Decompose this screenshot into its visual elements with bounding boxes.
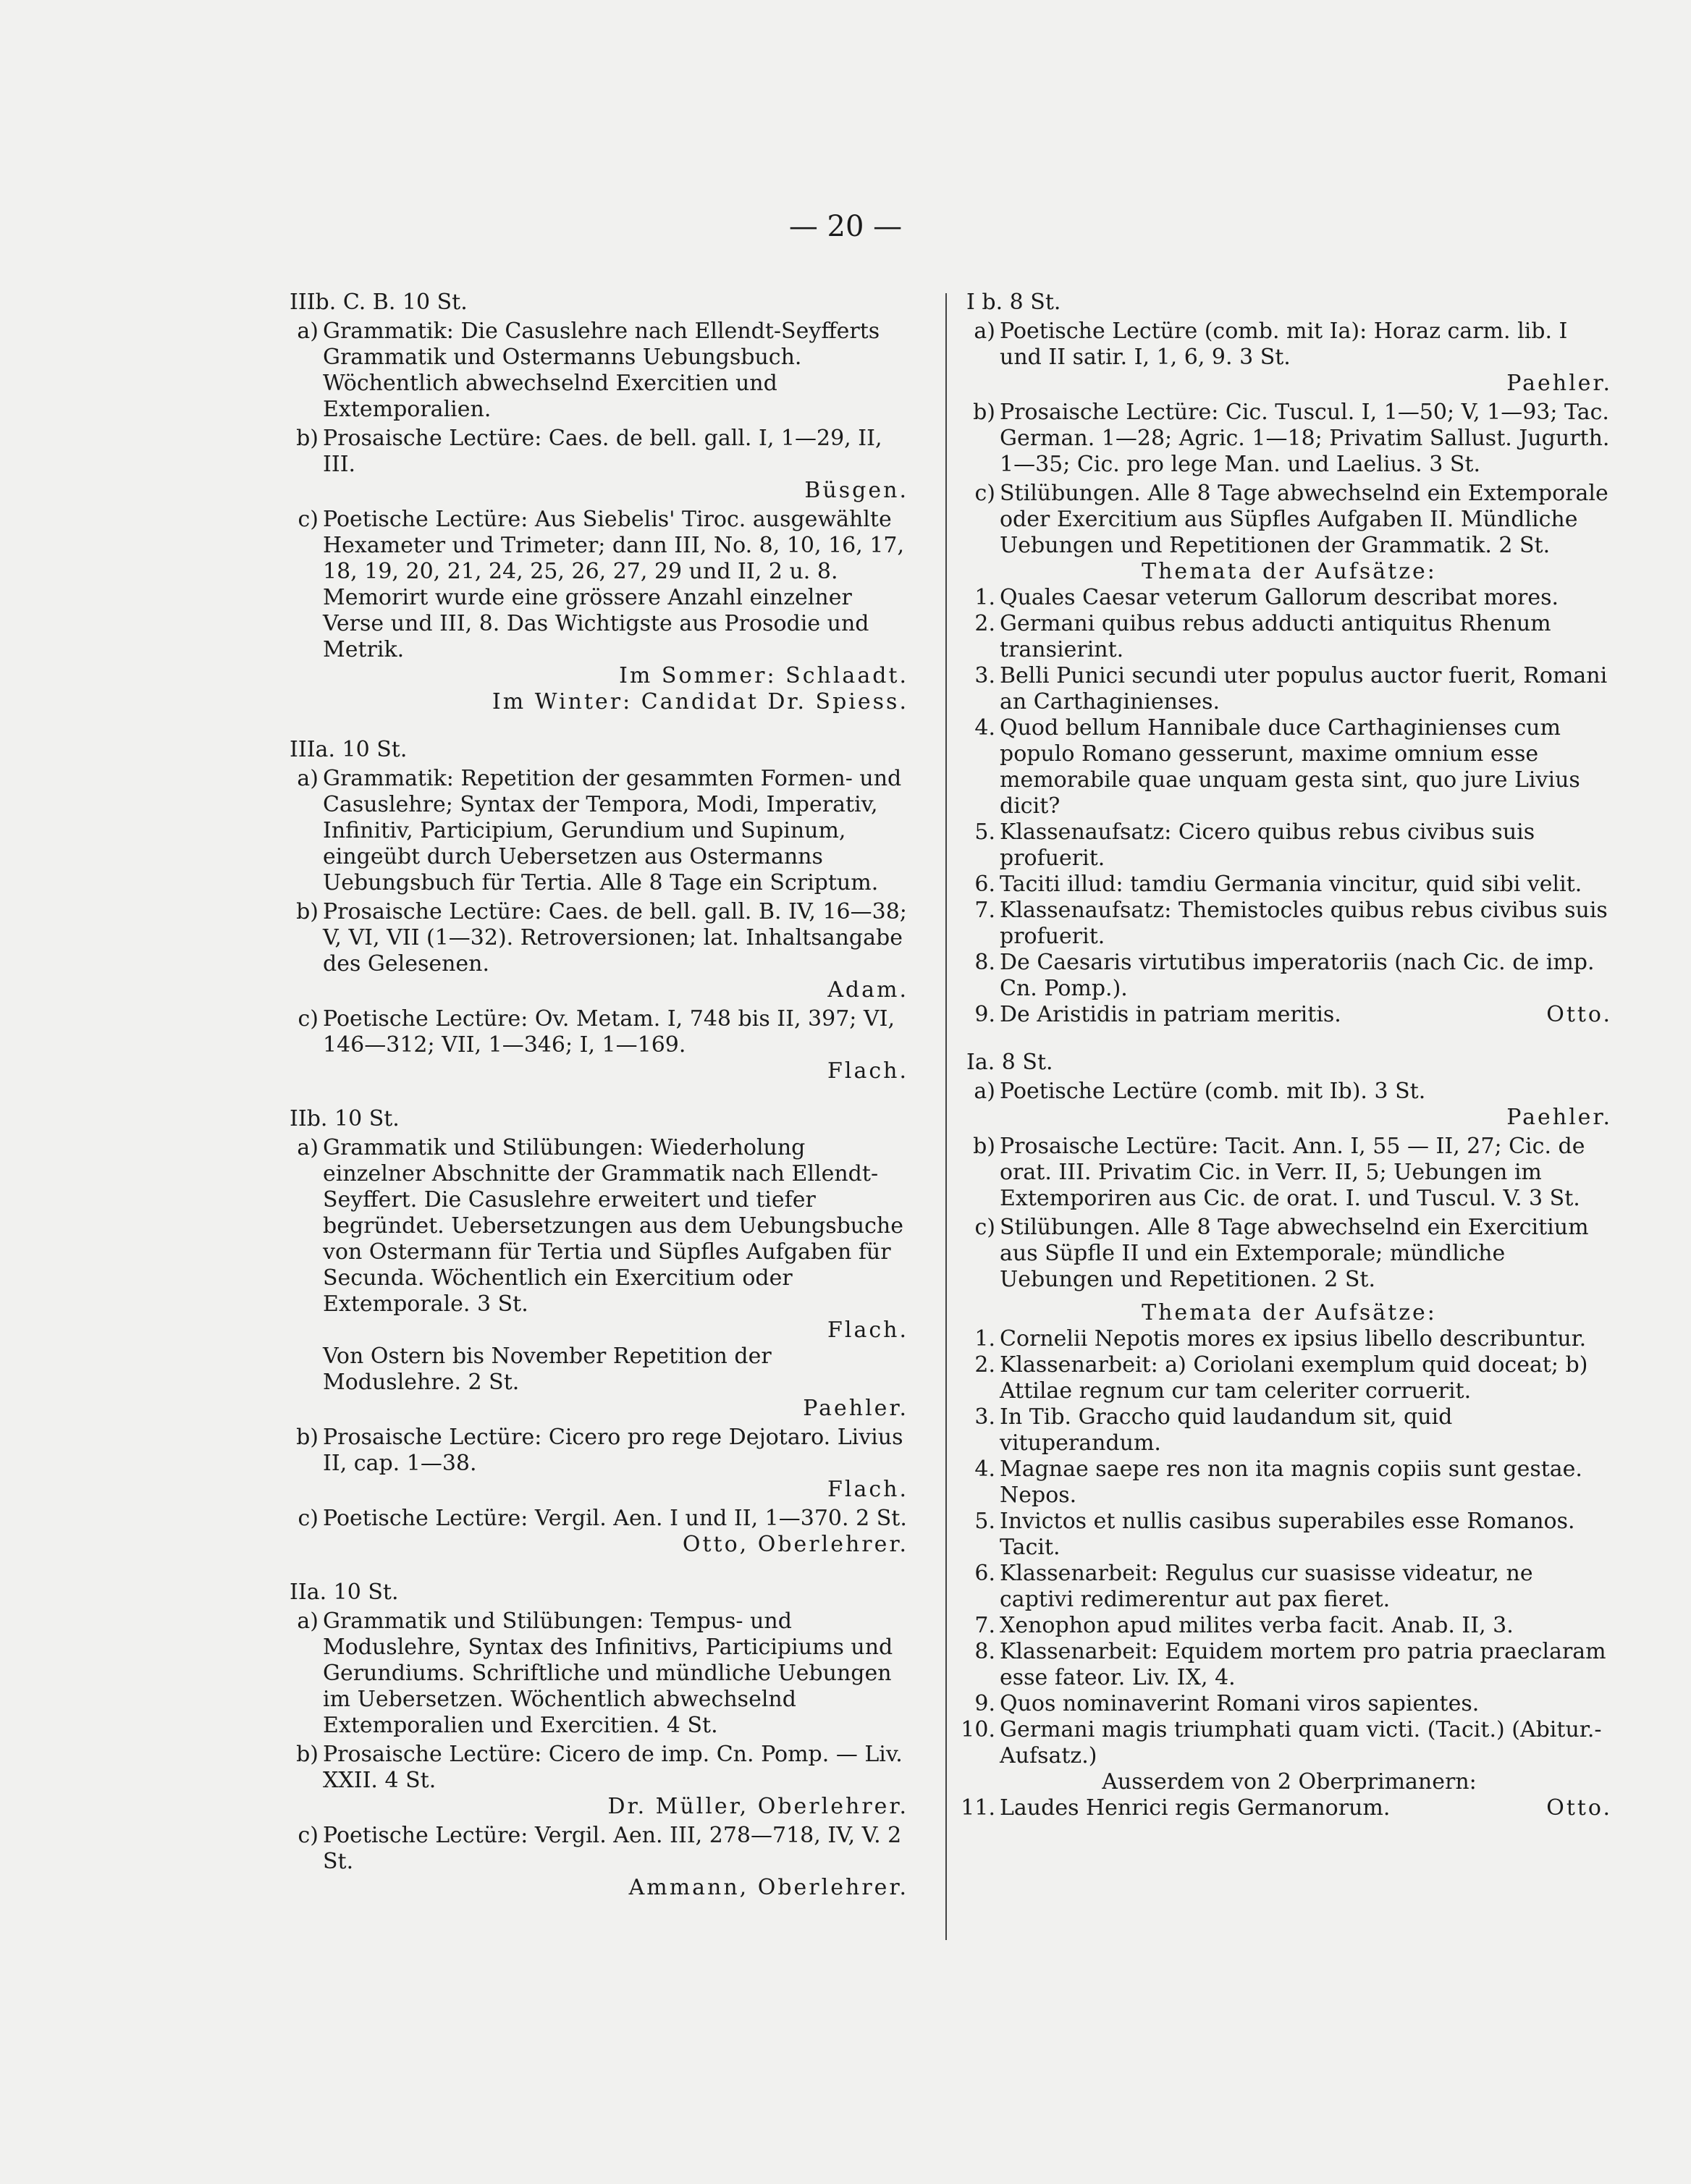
item-text: Poetische Lectüre (comb. mit Ib). 3 St. xyxy=(1000,1079,1426,1104)
right-column xyxy=(961,290,1612,1821)
thema-item xyxy=(966,1509,1612,1561)
item-label: b) xyxy=(296,1742,319,1767)
item-a xyxy=(290,766,908,896)
item-a xyxy=(290,1609,908,1739)
item-c xyxy=(290,507,908,663)
section-title: IIa. 10 St. xyxy=(290,1580,399,1605)
thema-number: 7. xyxy=(974,1613,995,1638)
thema-item xyxy=(966,715,1612,819)
teacher-signature: Otto, Oberlehrer. xyxy=(682,1532,908,1557)
thema-text: Belli Punici secundi uter populus auctor fuerit, Romani an Carthaginienses. xyxy=(1000,663,1608,714)
thema-text: Germani quibus rebus adducti antiquitus Rhenum transierint. xyxy=(1000,611,1551,662)
item-label: a) xyxy=(297,766,319,791)
item-text: Prosaische Lectüre: Cic. Tuscul. I, 1—50; V, 1—93; Tac. German. 1—28; Agric. 1—18; Privatim Sallust. Jugurth. 1—35; Cic. pro lege Man. und Laelius. 3 St. xyxy=(1000,400,1610,477)
thema-number: 5. xyxy=(974,1509,995,1534)
item-label: a) xyxy=(974,1079,995,1104)
themata-heading: Themata der Aufsätze: xyxy=(1142,559,1437,584)
item-label: c) xyxy=(974,481,995,506)
item-text: Prosaische Lectüre: Cicero pro rege Dejotaro. Livius II, cap. 1—38. xyxy=(323,1425,903,1476)
item-text: Grammatik und Stilübungen: Tempus- und Moduslehre, Syntax des Infinitivs, Participiums und Gerundiums. Schriftliche und mündliche Uebungen im Uebersetzen. Wöchentlich abwechselnd Extemporalien und Exercitien. 4 St. xyxy=(323,1609,893,1738)
item-b xyxy=(290,426,908,504)
thema-item xyxy=(961,1717,1612,1769)
item-a xyxy=(290,1135,908,1344)
thema-number: 8. xyxy=(974,950,995,975)
item-label: b) xyxy=(296,1425,319,1450)
section-title: IIIb. C. B. 10 St. xyxy=(290,290,468,315)
thema-item xyxy=(966,1456,1612,1509)
thema-text: De Caesaris virtutibus imperatoriis (nach Cic. de imp. Cn. Pomp.). xyxy=(1000,950,1595,1001)
item-a xyxy=(966,1079,1612,1131)
section-Ia xyxy=(961,1050,1612,1821)
teacher-signature: Otto. xyxy=(1546,1795,1612,1821)
thema-item xyxy=(966,898,1612,950)
item-text: Poetische Lectüre: Aus Siebelis' Tiroc. ausgewählte Hexameter und Trimeter; dann III, No. 8, 10, 16, 17, 18, 19, 20, 21, 24, 25, 26, 27, 29 und II, 2 u. 8. Memorirt wurde eine grössere Anzahl einzelner Verse und III, 8. Das Wichtigste aus Prosodie und Metrik. xyxy=(323,507,905,662)
item-text: Poetische Lectüre (comb. mit Ia): Horaz carm. lib. I und II satir. I, 1, 6, 9. 3 St. xyxy=(1000,319,1568,370)
item-b xyxy=(966,400,1612,478)
section-Ib xyxy=(966,290,1612,1028)
thema-text: In Tib. Gracchо quid laudandum sit, quid vituperandum. xyxy=(1000,1404,1453,1456)
thema-text: Germani magis triumphati quam victi. (Tacit.) (Abitur.-Aufsatz.) xyxy=(1000,1717,1602,1768)
thema-number: 4. xyxy=(974,1456,995,1482)
item-text: Grammatik: Die Casuslehre nach Ellendt-Seyfferts Grammatik und Ostermanns Uebungsbuch. Wöchentlich abwechselnd Exercitien und Extemporalien. xyxy=(323,319,880,422)
thema-text: Klassenaufsatz: Themistocles quibus rebus civibus suis profuerit. xyxy=(1000,898,1608,949)
item-c xyxy=(290,1823,908,1901)
thema-number: 11. xyxy=(961,1795,995,1821)
thema-item xyxy=(966,819,1612,872)
section-IIa xyxy=(290,1580,908,1901)
thema-number: 3. xyxy=(974,663,995,688)
thema-text: Quales Caesar veterum Gallorum describat mores. xyxy=(1000,585,1559,610)
item-label: b) xyxy=(973,400,995,425)
item-text: Poetische Lectüre: Vergil. Aen. III, 278—718, IV, V. 2 St. xyxy=(323,1823,902,1874)
thema-text: Magnae saepe res non ita magnis copiis sunt gestae. Nepos. xyxy=(1000,1456,1582,1508)
left-column xyxy=(290,290,908,1901)
item-label: b) xyxy=(973,1134,995,1159)
item-b xyxy=(290,1742,908,1820)
thema-item xyxy=(966,872,1612,898)
thema-item xyxy=(966,1002,1612,1028)
thema-item xyxy=(966,1691,1612,1717)
thema-text: Quod bellum Hannibale duce Carthaginienses cum populo Romano gesserunt, maxime omnium esse memorabile quae unquam gesta sint, quo jure Livius dicit? xyxy=(1000,715,1580,819)
item-a xyxy=(290,319,908,423)
thema-number: 9. xyxy=(974,1002,995,1027)
teacher-summer: Im Sommer: Schlaadt. xyxy=(619,663,908,688)
thema-number: 4. xyxy=(974,715,995,741)
section-title: Ia. 8 St. xyxy=(966,1050,1053,1075)
ausserdem-note: Ausserdem von 2 Oberprimanern: xyxy=(1102,1769,1477,1795)
item-label: c) xyxy=(298,1823,319,1848)
teacher-signature: Büsgen. xyxy=(804,478,908,503)
item-text: Poetische Lectüre: Vergil. Aen. I und II, 1—370. 2 St. xyxy=(323,1506,907,1531)
item-c xyxy=(290,1006,908,1084)
teacher-signature: Paehler. xyxy=(1506,1105,1612,1130)
item-text: Grammatik: Repetition der gesammten Formen- und Casuslehre; Syntax der Tempora, Modi, Imperativ, Infinitiv, Participium, Gerundium und Supinum, eingeübt durch Uebersetzen aus Ostermanns Uebungsbuch für Tertia. Alle 8 Tage ein Scriptum. xyxy=(323,766,902,895)
thema-text: Klassenarbeit: Regulus cur suasisse videatur, ne captivi redimerentur aut pax fieret. xyxy=(1000,1561,1533,1612)
thema-number: 10. xyxy=(961,1717,995,1742)
item-c xyxy=(966,481,1612,559)
thema-number: 1. xyxy=(974,1326,995,1352)
item-text: Stilübungen. Alle 8 Tage abwechselnd ein Exercitium aus Süpfle II und ein Extemporale; mündliche Uebungen und Repetitionen. 2 St. xyxy=(1000,1215,1589,1292)
item-text: Poetische Lectüre: Ov. Metam. I, 748 bis II, 397; VI, 146—312; VII, 1—346; I, 1—169. xyxy=(323,1006,895,1058)
item-label: b) xyxy=(296,426,319,451)
section-IIb xyxy=(290,1106,908,1558)
item-text: Von Ostern bis November Repetition der Moduslehre. 2 St. xyxy=(323,1344,772,1395)
thema-item xyxy=(966,663,1612,715)
thema-number: 5. xyxy=(974,819,995,845)
section-title: I b. 8 St. xyxy=(966,290,1061,315)
thema-number: 3. xyxy=(974,1404,995,1430)
thema-number: 7. xyxy=(974,898,995,923)
thema-text: Klassenaufsatz: Cicero quibus rebus civibus suis profuerit. xyxy=(1000,819,1535,871)
teacher-signature: Paehler. xyxy=(803,1396,908,1421)
themata-list xyxy=(961,1326,1612,1821)
item-a-extra xyxy=(290,1344,908,1422)
section-title: IIIa. 10 St. xyxy=(290,737,408,762)
thema-number: 9. xyxy=(974,1691,995,1716)
thema-number: 8. xyxy=(974,1639,995,1664)
teacher-signature: Adam. xyxy=(827,977,908,1003)
thema-item xyxy=(966,1561,1612,1613)
teacher-signature: Paehler. xyxy=(1506,371,1612,396)
thema-item xyxy=(966,1326,1612,1352)
item-text: Prosaische Lectüre: Tacit. Ann. I, 55 — II, 27; Cic. de orat. III. Privatim Cic. in Verr. II, 5; Uebungen im Extemporiren aus Cic. de orat. I. und Tuscul. V. 3 St. xyxy=(1000,1134,1585,1211)
thema-item xyxy=(966,1404,1612,1456)
themata-heading: Themata der Aufsätze: xyxy=(1142,1300,1437,1325)
item-label: c) xyxy=(974,1215,995,1240)
item-b xyxy=(290,1425,908,1503)
thema-text: Klassenarbeit: Equidem mortem pro patria praeclaram esse fateor. Liv. IX, 4. xyxy=(1000,1639,1606,1690)
thema-number: 6. xyxy=(974,872,995,897)
teacher-winter: Im Winter: Candidat Dr. Spiess. xyxy=(492,689,908,714)
thema-item xyxy=(966,1352,1612,1404)
item-label: a) xyxy=(297,1135,319,1160)
item-b xyxy=(966,1134,1612,1212)
teacher-signature: Flach. xyxy=(827,1317,908,1343)
thema-item xyxy=(966,611,1612,663)
item-text: Prosaische Lectüre: Cicero de imp. Cn. Pomp. — Liv. XXII. 4 St. xyxy=(323,1742,903,1793)
thema-item xyxy=(961,1795,1612,1821)
thema-number: 6. xyxy=(974,1561,995,1586)
thema-text: Klassenarbeit: a) Coriolani exemplum quid doceat; b) Attilae regnum cur tam celeriter corruerit. xyxy=(1000,1352,1588,1404)
item-text: Stilübungen. Alle 8 Tage abwechselnd ein Extemporale oder Exercitium aus Süpfles Aufgaben II. Mündliche Uebungen und Repetitionen der Grammatik. 2 St. xyxy=(1000,481,1608,558)
thema-number: 2. xyxy=(974,611,995,636)
item-label: c) xyxy=(298,1506,319,1531)
themata-list xyxy=(966,585,1612,1028)
item-label: b) xyxy=(296,899,319,924)
thema-text: Quos nominaverint Romani viros sapientes. xyxy=(1000,1691,1480,1716)
column-divider xyxy=(945,293,947,1940)
thema-text: De Aristidis in patriam meritis. xyxy=(1000,1002,1341,1027)
thema-item xyxy=(966,1639,1612,1691)
section-IIIb xyxy=(290,290,908,715)
item-label: a) xyxy=(974,319,995,344)
page-number: — 20 — xyxy=(788,210,903,243)
thema-text: Xenophon apud milites verba facit. Anab. II, 3. xyxy=(1000,1613,1514,1638)
section-IIIa xyxy=(290,737,908,1084)
thema-text: Laudes Henrici regis Germanorum. xyxy=(1000,1795,1391,1821)
teacher-signature: Flach. xyxy=(827,1058,908,1084)
item-c xyxy=(966,1215,1612,1293)
item-label: c) xyxy=(298,1006,319,1032)
item-label: a) xyxy=(297,1609,319,1634)
thema-number: 2. xyxy=(974,1352,995,1378)
item-text: Prosaische Lectüre: Caes. de bell. gall. I, 1—29, II, III. xyxy=(323,426,882,477)
thema-item xyxy=(966,1613,1612,1639)
thema-text: Invictos et nullis casibus superabiles esse Romanos. Tacit. xyxy=(1000,1509,1575,1560)
section-title: IIb. 10 St. xyxy=(290,1106,400,1131)
thema-text: Taciti illud: tamdiu Germania vincitur, quid sibi velit. xyxy=(1000,872,1582,897)
item-text: Prosaische Lectüre: Caes. de bell. gall. B. IV, 16—38; V, VI, VII (1—32). Retroversionen; lat. Inhaltsangabe des Gelesenen. xyxy=(323,899,907,977)
item-label: c) xyxy=(298,507,319,532)
item-b xyxy=(290,899,908,1003)
item-label: a) xyxy=(297,319,319,344)
thema-number: 1. xyxy=(974,585,995,610)
teacher-signature: Dr. Müller, Oberlehrer. xyxy=(607,1794,908,1819)
thema-item xyxy=(966,585,1612,611)
item-c xyxy=(290,1506,908,1558)
thema-text: Cornelii Nepotis mores ex ipsius libello describuntur. xyxy=(1000,1326,1587,1352)
teacher-signature: Ammann, Oberlehrer. xyxy=(628,1875,908,1900)
item-a xyxy=(966,319,1612,397)
teacher-signature: Otto. xyxy=(1546,1002,1612,1027)
item-text: Grammatik und Stilübungen: Wiederholung einzelner Abschnitte der Grammatik nach Ellendt-Seyffert. Die Casuslehre erweitert und tiefer begründet. Uebersetzungen aus dem Uebungsbuche von Ostermann für Tertia und Süpfles Aufgaben für Secunda. Wöchentlich ein Exercitium oder Extemporale. 3 St. xyxy=(323,1135,904,1317)
thema-item xyxy=(966,950,1612,1002)
teacher-signature: Flach. xyxy=(827,1477,908,1502)
